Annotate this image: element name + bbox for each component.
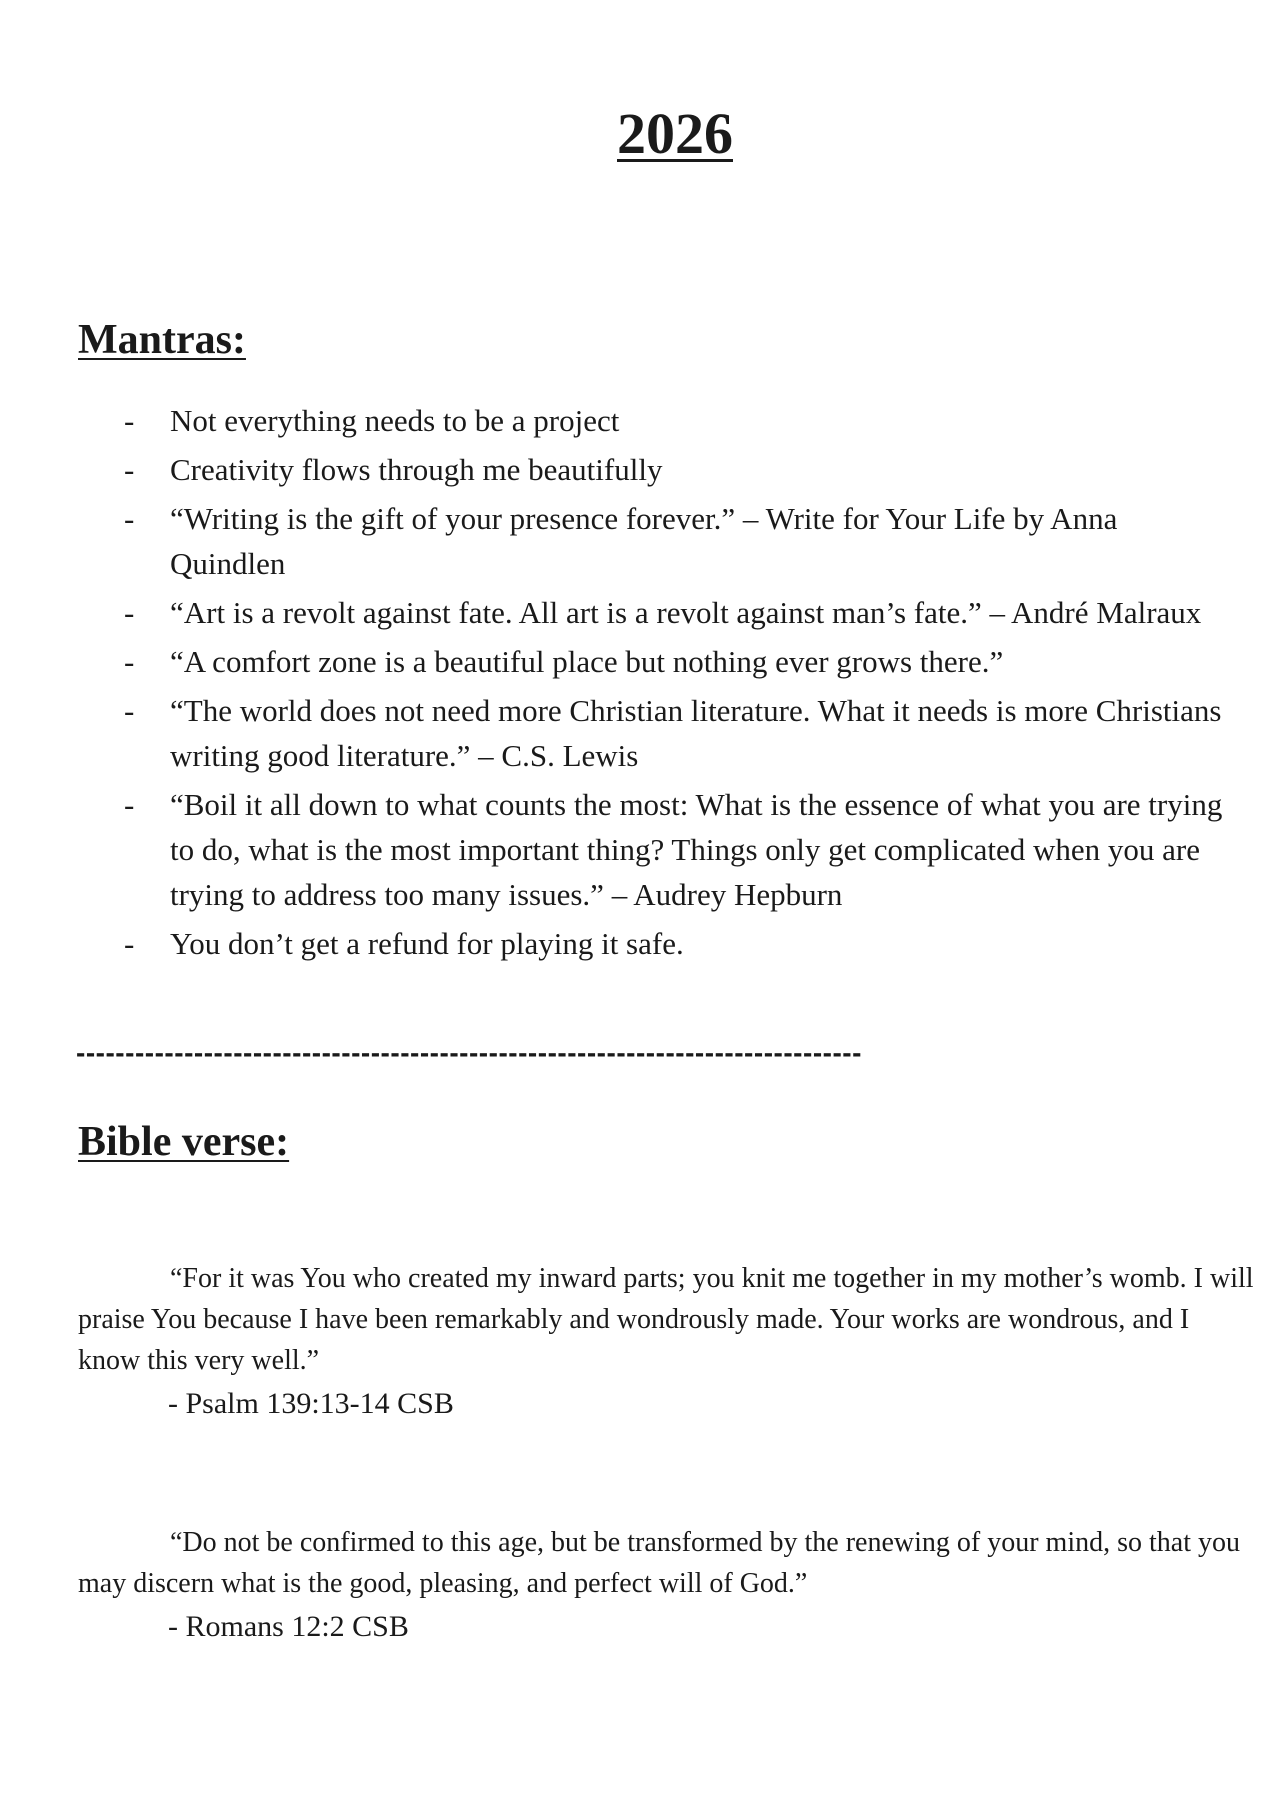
mantra-item [0, 496, 1278, 586]
bible-verse-block [78, 1258, 1258, 1427]
mantra-text: Not everything needs to be a project [170, 403, 620, 438]
mantra-text: “A comfort zone is a beautiful place but nothing ever grows there.” [170, 644, 1004, 679]
list-bullet: - [124, 644, 135, 679]
bible-verse-block [78, 1522, 1258, 1650]
list-bullet: - [124, 693, 135, 728]
list-bullet: - [124, 595, 135, 630]
mantra-text: “Art is a revolt against fate. All art is a revolt against man’s fate.” – André Malraux [170, 595, 1202, 630]
verse-text: “Do not be confirmed to this age, but be transformed by the renewing of your mind, so that you may discern what is the good, pleasing, and perfect will of God.” [78, 1527, 1240, 1599]
mantra-item [0, 639, 1278, 684]
mantra-text: “Boil it all down to what counts the most: What is the essence of what you are trying to do, what is the most important thing? Things only get complicated when you are trying to address too many issues.” – Audrey Hepburn [170, 787, 1223, 912]
bible-verse-heading: Bible verse: [78, 1119, 290, 1165]
verse-reference: - Romans 12:2 CSB [168, 1610, 409, 1643]
verse-reference: - Psalm 139:13-14 CSB [168, 1387, 454, 1420]
list-bullet: - [124, 403, 135, 438]
mantra-text: You don’t get a refund for playing it safe. [170, 926, 684, 961]
mantra-item [0, 447, 1278, 492]
mantra-text: “Writing is the gift of your presence forever.” – Write for Your Life by Anna Quindlen [170, 501, 1118, 581]
list-bullet: - [124, 926, 135, 961]
list-bullet: - [124, 452, 135, 487]
verse-text: “For it was You who created my inward parts; you knit me together in my mother’s womb. I will praise You because I have been remarkably and wondrously made. Your works are wondrous, and I know this very well.” [78, 1263, 1254, 1376]
list-bullet: - [124, 501, 135, 536]
mantra-item [0, 921, 1278, 966]
section-divider: -------------------------------------------------------------------------------- [76, 1038, 862, 1068]
mantras-list [0, 398, 1278, 970]
mantra-text: “The world does not need more Christian literature. What it needs is more Christians writing good literature.” – C.S. Lewis [170, 693, 1222, 773]
mantra-item [0, 688, 1278, 778]
list-bullet: - [124, 787, 135, 822]
mantra-item [0, 398, 1278, 443]
document-title: 2026 [617, 101, 733, 166]
mantra-item [0, 782, 1278, 917]
mantra-text: Creativity flows through me beautifully [170, 452, 663, 487]
mantra-item [0, 590, 1278, 635]
mantras-heading: Mantras: [78, 317, 246, 363]
